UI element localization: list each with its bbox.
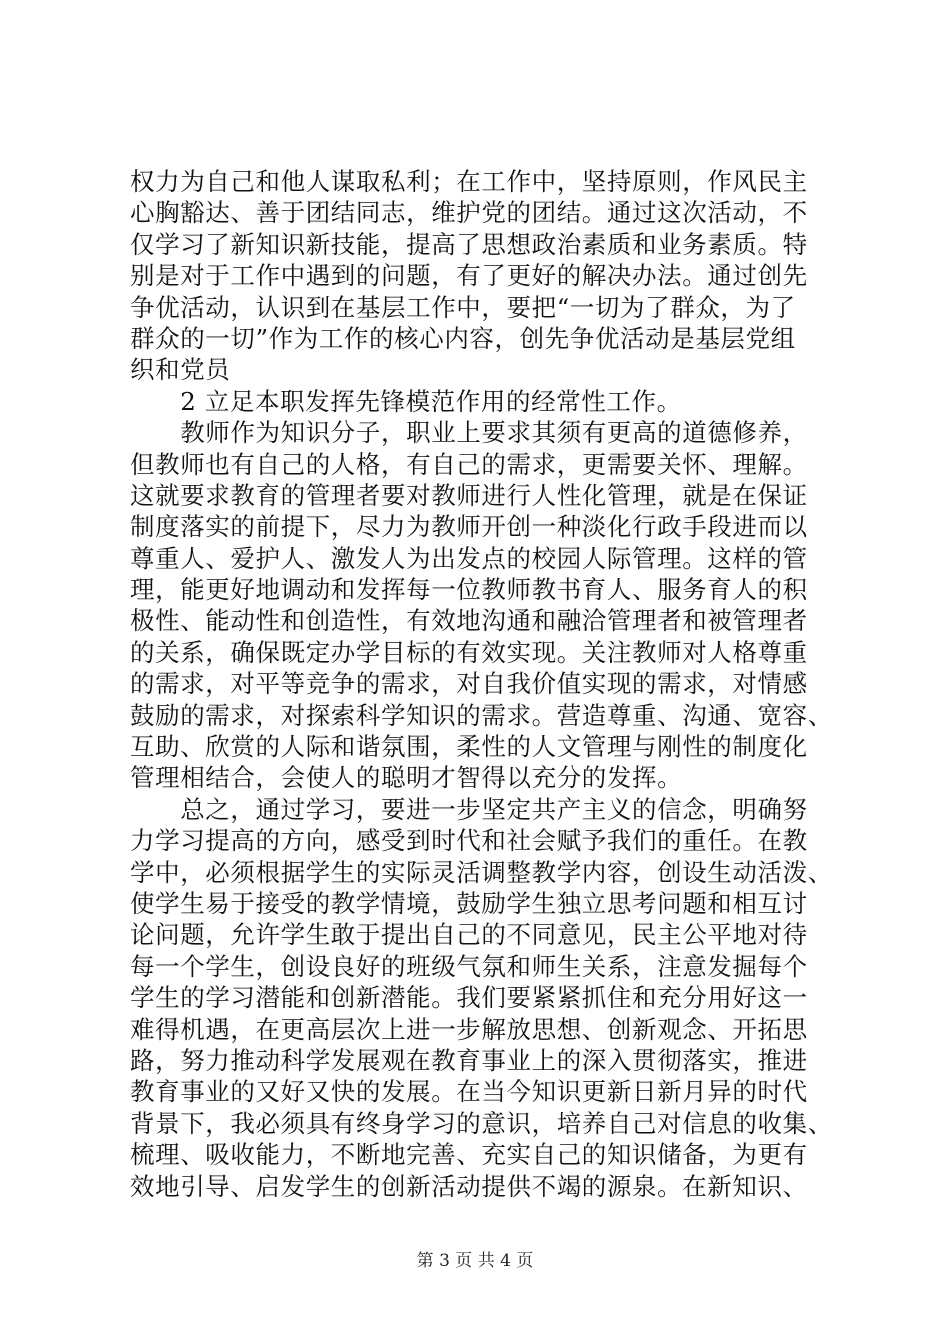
- text-line: 效地引导、启发学生的创新活动提供不竭的源泉。在新知识、: [130, 1171, 808, 1201]
- text-line: 教育事业的又好又快的发展。在当今知识更新日新月异的时代: [130, 1077, 808, 1107]
- text-line: 的需求，对平等竞争的需求，对自我价值实现的需求，对情感: [130, 669, 808, 699]
- text-line: 制度落实的前提下，尽力为教师开创一种淡化行政手段进而以: [130, 512, 808, 542]
- text-line: 总之，通过学习，要进一步坚定共产主义的信念，明确努: [130, 794, 808, 824]
- text-line: 这就要求教育的管理者要对教师进行人性化管理，就是在保证: [130, 480, 808, 510]
- text-line: 织和党员: [130, 355, 231, 385]
- text-line: 群众的一切”作为工作的核心内容，创先争优活动是基层党组: [130, 323, 796, 353]
- text-line: 学中，必须根据学生的实际灵活调整教学内容，创设生动活泼、: [130, 857, 833, 887]
- text-line: 但教师也有自己的人格，有自己的需求，更需要关怀、理解。: [130, 449, 808, 479]
- text-line: 别是对于工作中遇到的问题，有了更好的解决办法。通过创先: [130, 261, 808, 291]
- text-line: 管理相结合，会使人的聪明才智得以充分的发挥。: [130, 763, 683, 793]
- body-text: [130, 166, 833, 1202]
- text-line: 学生的学习潜能和创新潜能。我们要紧紧抓住和充分用好这一: [130, 983, 808, 1013]
- text-line: 背景下，我必须具有终身学习的意识，培养自己对信息的收集、: [130, 1108, 833, 1138]
- text-line: 使学生易于接受的教学情境，鼓励学生独立思考问题和相互讨: [130, 888, 808, 918]
- text-line: 力学习提高的方向，感受到时代和社会赋予我们的重任。在教: [130, 826, 808, 856]
- text-line: 仅学习了新知识新技能，提高了思想政治素质和业务素质。特: [130, 229, 808, 259]
- text-line: 难得机遇，在更高层次上进一步解放思想、创新观念、开拓思: [130, 1014, 808, 1044]
- text-line: 的关系，确保既定办学目标的有效实现。关注教师对人格尊重: [130, 637, 808, 667]
- text-line: 理，能更好地调动和发挥每一位教师教书育人、服务育人的积: [130, 575, 808, 605]
- text-line: 心胸豁达、善于团结同志，维护党的团结。通过这次活动，不: [130, 198, 808, 228]
- text-line: 极性、能动性和创造性，有效地沟通和融洽管理者和被管理者: [130, 606, 808, 636]
- text-line: 权力为自己和他人谋取私利；在工作中，坚持原则，作风民主: [130, 167, 808, 196]
- page-footer: 第 3 页 共 4 页: [416, 1251, 534, 1271]
- text-line: 2 立足本职发挥先锋模范作用的经常性工作。: [130, 386, 682, 416]
- text-line: 路，努力推动科学发展观在教育事业上的深入贯彻落实，推进: [130, 1045, 808, 1075]
- text-line: 梳理、吸收能力，不断地完善、充实自己的知识储备，为更有: [130, 1140, 808, 1170]
- text-line: 论问题，允许学生敢于提出自己的不同意见，民主公平地对待: [130, 920, 808, 950]
- text-line: 尊重人、爱护人、激发人为出发点的校园人际管理。这样的管: [130, 543, 808, 573]
- text-line: 教师作为知识分子，职业上要求其须有更高的道德修养，: [130, 418, 808, 448]
- text-line: 互助、欣赏的人际和谐氛围，柔性的人文管理与刚性的制度化: [130, 732, 808, 762]
- text-line: 争优活动，认识到在基层工作中，要把“一切为了群众，为了: [130, 292, 796, 322]
- text-line: 鼓励的需求，对探索科学知识的需求。营造尊重、沟通、宽容、: [130, 700, 833, 730]
- text-line: 每一个学生，创设良好的班级气氛和师生关系，注意发掘每个: [130, 951, 808, 981]
